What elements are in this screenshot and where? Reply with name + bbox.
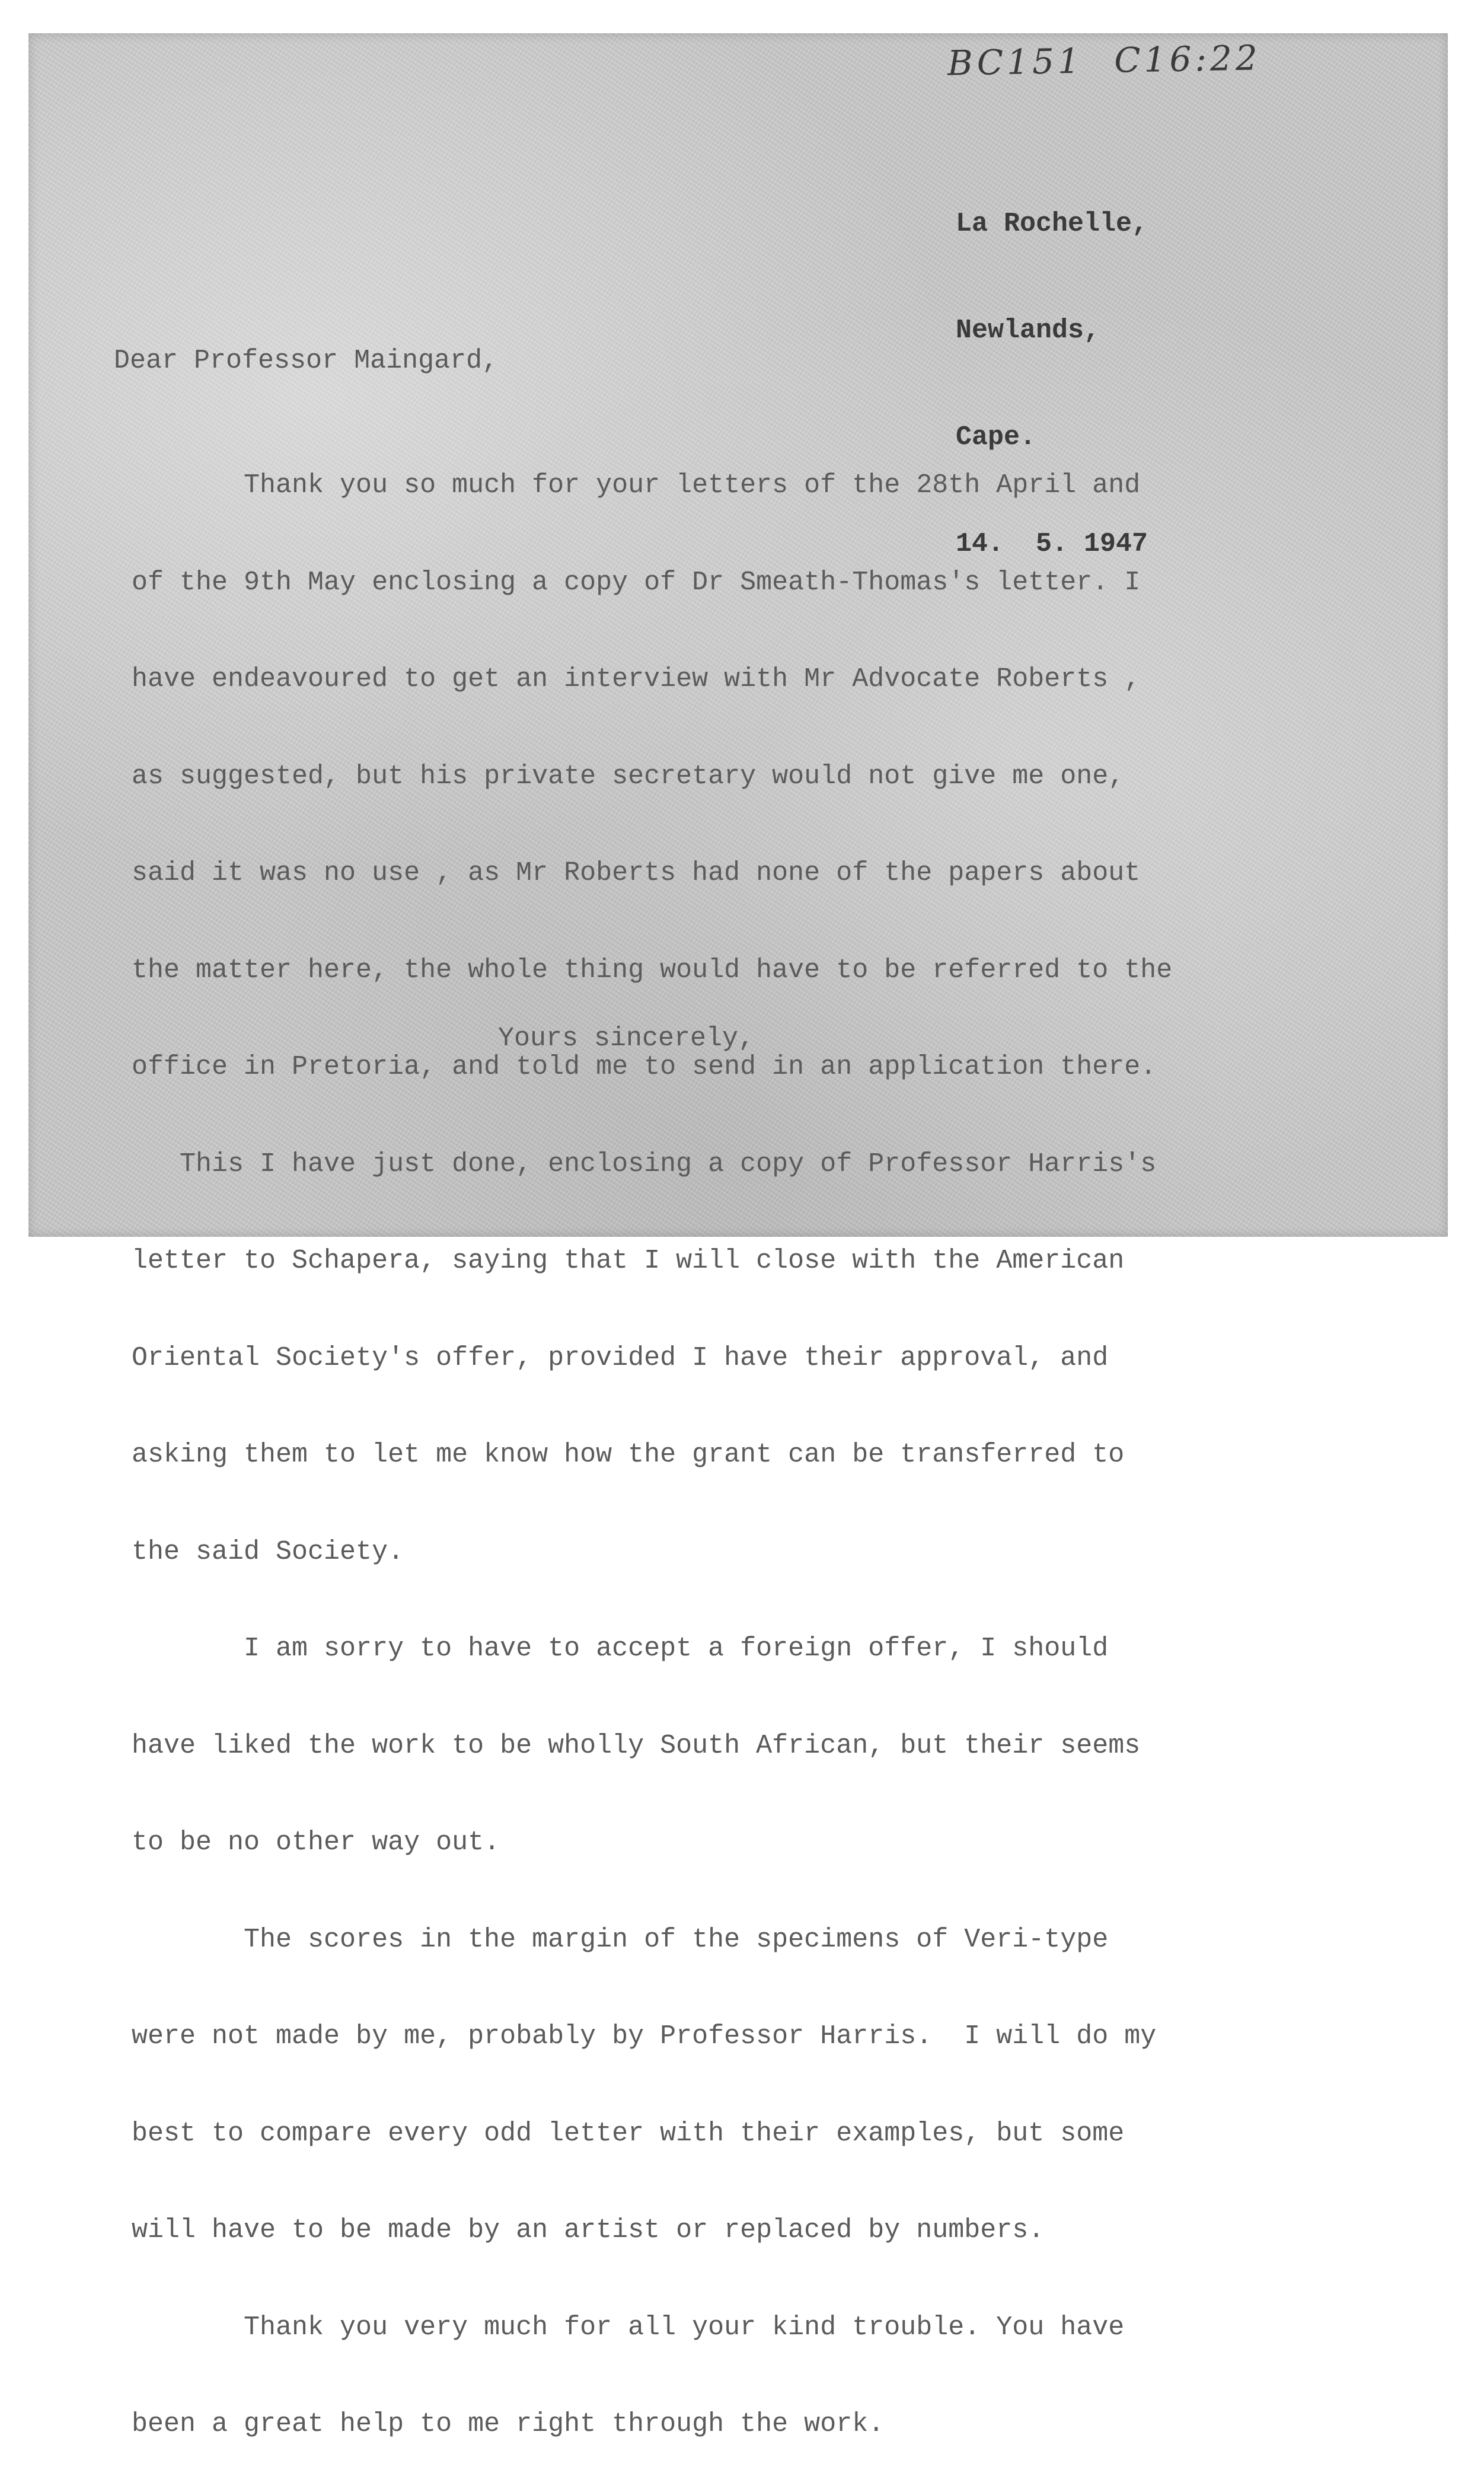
letter-body	[132, 405, 1172, 2473]
body-line: This I have just done, enclosing a copy of Professor Harris's	[132, 1148, 1157, 1179]
body-line: said it was no use , as Mr Roberts had none of the papers about	[132, 858, 1141, 888]
body-line: were not made by me, probably by Professor Harris. I will do my	[132, 2021, 1157, 2051]
body-line: asking them to let me know how the grant can be transferred to	[132, 1440, 1125, 1470]
body-line: best to compare every odd letter with their examples, but some	[132, 2118, 1125, 2149]
closing: Yours sincerely,	[498, 1023, 755, 1054]
body-line: The scores in the margin of the specimens of Veri-type	[132, 1924, 1109, 1955]
body-line: Oriental Society's offer, provided I have their approval, and	[132, 1342, 1109, 1373]
letter-date: 14. 5. 1947	[956, 529, 1148, 559]
archive-reference: BC151 C16:22	[947, 37, 1262, 84]
body-line: office in Pretoria, and told me to send in an application there.	[132, 1052, 1157, 1082]
body-line: have liked the work to be wholly South African, but their seems	[132, 1730, 1141, 1761]
body-line: Thank you so much for your letters of the 28th April and	[132, 470, 1141, 500]
body-line: of the 9th May enclosing a copy of Dr Smeath-Thomas's letter. I	[132, 567, 1141, 598]
body-line: been a great help to me right through the work.	[132, 2409, 885, 2439]
salutation: Dear Professor Maingard,	[114, 346, 499, 376]
body-line: the said Society.	[132, 1536, 404, 1567]
body-line: have endeavoured to get an interview with Mr Advocate Roberts ,	[132, 664, 1141, 694]
address-line: Newlands,	[956, 315, 1100, 346]
body-line: the matter here, the whole thing would have to be referred to the	[132, 955, 1173, 985]
body-line: to be no other way out.	[132, 1827, 500, 1858]
body-line: as suggested, but his private secretary would not give me one,	[132, 761, 1125, 792]
body-line: Thank you very much for all your kind trouble. You have	[132, 2312, 1125, 2343]
body-line: will have to be made by an artist or replaced by numbers.	[132, 2215, 1045, 2245]
body-line: I am sorry to have to accept a foreign offer, I should	[132, 1633, 1109, 1664]
address-line: La Rochelle,	[956, 209, 1148, 239]
address-line: Cape.	[956, 422, 1036, 452]
body-line: letter to Schapera, saying that I will close with the American	[132, 1246, 1125, 1276]
